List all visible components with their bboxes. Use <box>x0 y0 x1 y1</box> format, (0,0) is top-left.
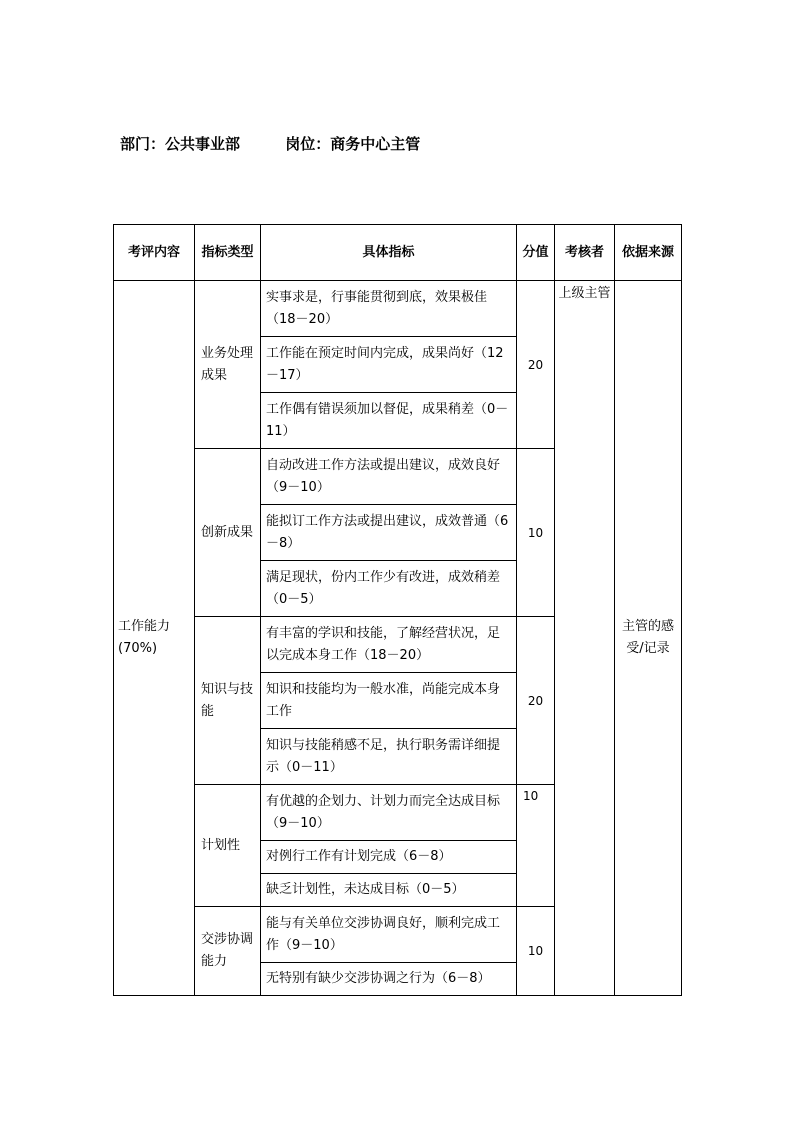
criterion-cell: 有丰富的学识和技能，了解经营状况，足以完成本身工作（18－20） <box>261 617 517 673</box>
indicator-type-cell: 交涉协调能力 <box>195 907 261 996</box>
criterion-cell: 缺乏计划性，未达成目标（0－5） <box>261 874 517 907</box>
col-header-source: 依据来源 <box>615 225 682 281</box>
criterion-cell: 工作能在预定时间内完成，成果尚好（12－17） <box>261 337 517 393</box>
indicator-type-cell: 创新成果 <box>195 449 261 617</box>
criterion-cell: 对例行工作有计划完成（6－8） <box>261 841 517 874</box>
criterion-cell: 有优越的企划力、计划力而完全达成目标（9－10） <box>261 785 517 841</box>
criterion-cell: 知识与技能稍感不足，执行职务需详细提示（0－11） <box>261 729 517 785</box>
indicator-type-cell: 知识与技能 <box>195 617 261 785</box>
criterion-cell: 知识和技能均为一般水准，尚能完成本身工作 <box>261 673 517 729</box>
evaluation-table <box>113 224 682 996</box>
col-header-content: 考评内容 <box>114 225 195 281</box>
col-header-reviewer: 考核者 <box>555 225 615 281</box>
table-header-row <box>114 225 682 281</box>
col-header-indicator-type: 指标类型 <box>195 225 261 281</box>
score-cell: 20 <box>517 281 555 449</box>
table-row <box>114 281 682 337</box>
criterion-cell: 工作偶有错误须加以督促，成果稍差（0－11） <box>261 393 517 449</box>
score-cell: 10 <box>517 785 555 907</box>
criterion-cell: 能拟订工作方法或提出建议，成效普通（6－8） <box>261 505 517 561</box>
indicator-type-cell: 计划性 <box>195 785 261 907</box>
criterion-cell: 实事求是，行事能贯彻到底，效果极佳（18－20） <box>261 281 517 337</box>
criterion-cell: 能与有关单位交涉协调良好，顺利完成工作（9－10） <box>261 907 517 963</box>
criterion-cell: 满足现状，份内工作少有改进，成效稍差（0－5） <box>261 561 517 617</box>
col-header-score: 分值 <box>517 225 555 281</box>
indicator-type-cell: 业务处理成果 <box>195 281 261 449</box>
criterion-cell: 无特别有缺少交涉协调之行为（6－8） <box>261 963 517 996</box>
position-label: 岗位：商务中心主管 <box>285 135 421 153</box>
score-cell: 20 <box>517 617 555 785</box>
department-label: 部门：公共事业部 <box>120 135 241 153</box>
evaluation-content-cell: 工作能力 (70%) <box>114 281 195 996</box>
score-cell: 10 <box>517 449 555 617</box>
source-cell: 主管的感受/记录 <box>615 281 682 996</box>
page-header <box>120 133 420 154</box>
criterion-cell: 自动改进工作方法或提出建议，成效良好（9－10） <box>261 449 517 505</box>
reviewer-cell: 上级主管 <box>555 281 615 996</box>
score-cell: 10 <box>517 907 555 996</box>
col-header-specific: 具体指标 <box>261 225 517 281</box>
